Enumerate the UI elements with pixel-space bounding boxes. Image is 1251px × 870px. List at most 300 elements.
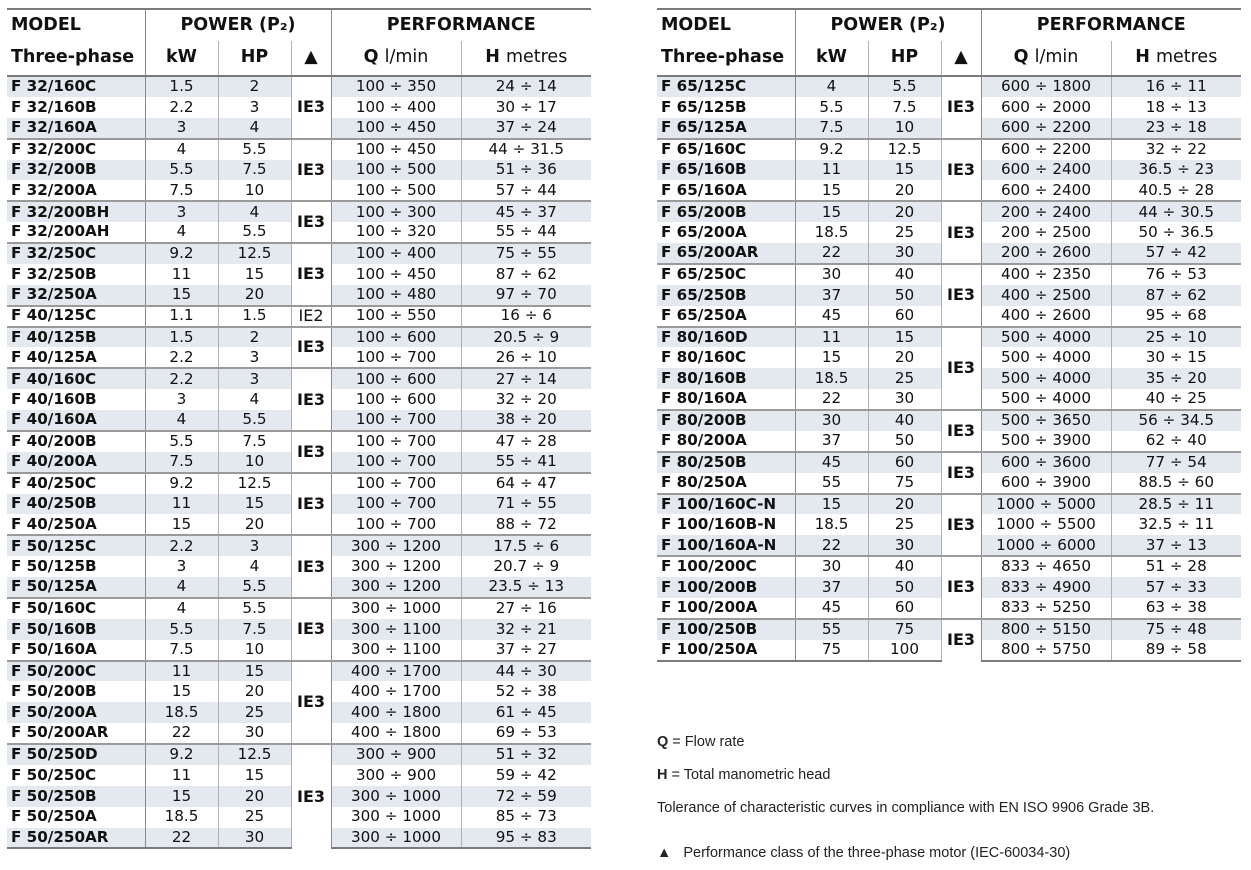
hp-cell: 10 <box>218 640 291 661</box>
ie-class-cell: IE3 <box>291 139 331 202</box>
head-cell: 20.7 ÷ 9 <box>461 556 591 577</box>
head-cell: 47 ÷ 28 <box>461 431 591 452</box>
hp-cell: 50 <box>868 577 941 598</box>
model-cell: F 50/125B <box>11 556 97 575</box>
kw-cell: 22 <box>145 828 218 849</box>
model-cell: F 40/200B <box>7 431 145 452</box>
kw-cell: 1.5 <box>145 76 218 97</box>
hp-cell: 5.5 <box>218 410 291 431</box>
flow-cell: 300 ÷ 1000 <box>331 598 461 619</box>
ie-class-cell: IE3 <box>941 556 981 619</box>
hp-cell: 60 <box>868 598 941 619</box>
flow-cell: 300 ÷ 900 <box>331 744 461 765</box>
hp-cell: 40 <box>868 264 941 285</box>
table-row <box>7 368 591 389</box>
model-cell: F 100/200A <box>661 598 758 617</box>
model-cell: F 100/200B <box>657 577 795 598</box>
model-cell: F 40/250A <box>11 514 97 533</box>
kw-cell: 4 <box>795 76 868 97</box>
head-cell: 55 ÷ 41 <box>461 452 591 473</box>
head-cell: 32.5 ÷ 11 <box>1111 514 1241 535</box>
flow-cell: 100 ÷ 600 <box>331 389 461 410</box>
kw-cell: 18.5 <box>145 702 218 723</box>
head-cell: 45 ÷ 37 <box>461 201 591 222</box>
kw-cell: 37 <box>795 577 868 598</box>
model-cell: F 80/160D <box>657 327 795 348</box>
hp-cell: 30 <box>218 828 291 849</box>
ie-class-cell: IE3 <box>291 368 331 431</box>
table-row <box>7 76 591 97</box>
hp-header: HP <box>868 41 941 76</box>
kw-cell: 4 <box>145 139 218 160</box>
head-cell: 64 ÷ 47 <box>461 473 591 494</box>
model-cell: F 40/160B <box>11 389 97 408</box>
table-row <box>657 410 1241 431</box>
table-row <box>7 744 591 765</box>
head-cell: 75 ÷ 48 <box>1111 619 1241 640</box>
head-cell: 63 ÷ 38 <box>1111 598 1241 619</box>
hp-cell: 30 <box>868 535 941 556</box>
flow-cell: 100 ÷ 600 <box>331 368 461 389</box>
head-cell: 32 ÷ 21 <box>461 619 591 640</box>
hp-cell: 15 <box>868 160 941 181</box>
hp-cell: 15 <box>218 661 291 682</box>
table-row <box>7 306 591 327</box>
flow-cell: 100 ÷ 600 <box>331 327 461 348</box>
hp-cell: 20 <box>868 201 941 222</box>
hp-cell: 12.5 <box>218 243 291 264</box>
head-cell: 26 ÷ 10 <box>461 347 591 368</box>
note-flow-rate: Q = Flow rate <box>657 734 745 750</box>
ie-class-cell: IE3 <box>941 264 981 327</box>
flow-cell: 100 ÷ 700 <box>331 452 461 473</box>
model-cell: F 50/160C <box>7 598 145 619</box>
kw-cell: 2.2 <box>145 368 218 389</box>
flow-cell: 400 ÷ 1700 <box>331 661 461 682</box>
hp-cell: 4 <box>218 389 291 410</box>
kw-cell: 4 <box>145 598 218 619</box>
flow-cell: 800 ÷ 5750 <box>981 640 1111 661</box>
hp-cell: 60 <box>868 452 941 473</box>
model-cell: F 50/250D <box>7 744 145 765</box>
model-cell: F 32/200A <box>11 180 97 199</box>
model-cell: F 32/250A <box>7 285 145 306</box>
head-cell: 52 ÷ 38 <box>461 681 591 702</box>
model-cell: F 32/200BH <box>7 201 145 222</box>
head-cell: 62 ÷ 40 <box>1111 431 1241 452</box>
flow-cell: 400 ÷ 1800 <box>331 723 461 744</box>
kw-cell: 18.5 <box>795 514 868 535</box>
hp-cell: 50 <box>868 431 941 452</box>
head-cell: 87 ÷ 62 <box>1111 285 1241 306</box>
flow-cell: 100 ÷ 450 <box>331 118 461 139</box>
flow-cell: 100 ÷ 700 <box>331 410 461 431</box>
ie-class-cell: IE3 <box>941 452 981 494</box>
ie-class-cell: IE3 <box>941 327 981 411</box>
flow-cell: 833 ÷ 4650 <box>981 556 1111 577</box>
flow-cell: 300 ÷ 1200 <box>331 556 461 577</box>
hp-cell: 2 <box>218 327 291 348</box>
hp-cell: 25 <box>868 222 941 243</box>
model-cell: F 100/250A <box>657 640 795 661</box>
hp-cell: 100 <box>868 640 941 661</box>
head-cell: 27 ÷ 14 <box>461 368 591 389</box>
flow-cell: 100 ÷ 700 <box>331 473 461 494</box>
model-cell: F 80/250B <box>657 452 795 473</box>
model-cell: F 65/200AR <box>657 243 795 264</box>
hp-cell: 40 <box>868 410 941 431</box>
kw-cell: 15 <box>795 201 868 222</box>
ie-class-cell: IE3 <box>941 619 981 661</box>
table-row <box>657 452 1241 473</box>
hp-cell: 7.5 <box>868 97 941 118</box>
phase-header: Three-phase <box>7 41 145 76</box>
model-cell: F 32/200B <box>7 160 145 181</box>
head-cell: 30 ÷ 17 <box>461 97 591 118</box>
head-cell: 50 ÷ 36.5 <box>1111 222 1241 243</box>
kw-cell: 15 <box>145 514 218 535</box>
model-cell: F 80/160B <box>657 368 795 389</box>
note-manometric-head: H = Total manometric head <box>657 767 831 783</box>
hp-cell: 40 <box>868 556 941 577</box>
hp-cell: 25 <box>218 807 291 828</box>
flow-cell: 500 ÷ 3650 <box>981 410 1111 431</box>
flow-cell: 100 ÷ 550 <box>331 306 461 327</box>
table-row <box>657 264 1241 285</box>
flow-cell: 300 ÷ 1100 <box>331 619 461 640</box>
kw-cell: 11 <box>795 327 868 348</box>
hp-cell: 7.5 <box>218 619 291 640</box>
flow-cell: 300 ÷ 900 <box>331 765 461 786</box>
flow-cell: 1000 ÷ 6000 <box>981 535 1111 556</box>
kw-cell: 4 <box>145 410 218 431</box>
head-cell: 76 ÷ 53 <box>1111 264 1241 285</box>
head-cell: 37 ÷ 24 <box>461 118 591 139</box>
model-cell: F 32/250C <box>7 243 145 264</box>
flow-cell: 833 ÷ 5250 <box>981 598 1111 619</box>
hp-cell: 20 <box>868 180 941 201</box>
kw-cell: 9.2 <box>145 243 218 264</box>
model-cell: F 40/160C <box>7 368 145 389</box>
kw-cell: 11 <box>145 765 218 786</box>
performance-table-left <box>7 8 591 849</box>
kw-cell: 22 <box>795 243 868 264</box>
head-cell: 51 ÷ 36 <box>461 160 591 181</box>
power-header: POWER (P₂) <box>795 9 981 41</box>
kw-cell: 30 <box>795 556 868 577</box>
model-cell: F 80/200A <box>661 431 747 450</box>
flow-cell: 1000 ÷ 5500 <box>981 514 1111 535</box>
hp-cell: 5.5 <box>218 222 291 243</box>
hp-cell: 12.5 <box>218 744 291 765</box>
hp-cell: 15 <box>218 765 291 786</box>
model-cell: F 50/250B <box>7 786 145 807</box>
model-cell: F 32/200AH <box>11 222 110 241</box>
hp-cell: 20 <box>218 514 291 535</box>
model-cell: F 65/200B <box>657 201 795 222</box>
table-row <box>657 327 1241 348</box>
model-cell: F 80/160A <box>661 389 747 408</box>
table-row <box>7 243 591 264</box>
head-header: H metres <box>461 41 591 76</box>
head-cell: 44 ÷ 30.5 <box>1111 201 1241 222</box>
hp-cell: 60 <box>868 306 941 327</box>
flow-cell: 100 ÷ 450 <box>331 139 461 160</box>
model-cell: F 50/250A <box>11 807 97 826</box>
performance-table-right <box>657 8 1241 662</box>
kw-cell: 1.1 <box>145 306 218 327</box>
flow-cell: 600 ÷ 2000 <box>981 97 1111 118</box>
model-cell: F 65/250B <box>657 285 795 306</box>
head-cell: 37 ÷ 27 <box>461 640 591 661</box>
model-cell: F 40/200A <box>7 452 145 473</box>
kw-cell: 3 <box>145 556 218 577</box>
kw-cell: 7.5 <box>145 640 218 661</box>
table-row <box>7 201 591 222</box>
model-header: MODEL <box>657 9 795 41</box>
kw-cell: 7.5 <box>795 118 868 139</box>
head-cell: 77 ÷ 54 <box>1111 452 1241 473</box>
flow-cell: 200 ÷ 2500 <box>981 222 1111 243</box>
table-row <box>7 327 591 348</box>
model-cell: F 65/160B <box>657 160 795 181</box>
kw-cell: 15 <box>145 285 218 306</box>
head-cell: 57 ÷ 42 <box>1111 243 1241 264</box>
table-row <box>657 494 1241 515</box>
kw-cell: 11 <box>145 661 218 682</box>
ie-class-cell: IE3 <box>291 327 331 369</box>
ie-class-cell: IE3 <box>291 473 331 536</box>
head-cell: 97 ÷ 70 <box>461 285 591 306</box>
head-cell: 28.5 ÷ 11 <box>1111 494 1241 515</box>
head-cell: 88.5 ÷ 60 <box>1111 473 1241 494</box>
hp-cell: 30 <box>868 389 941 410</box>
head-cell: 57 ÷ 33 <box>1111 577 1241 598</box>
hp-cell: 75 <box>868 473 941 494</box>
hp-cell: 20 <box>868 347 941 368</box>
hp-cell: 7.5 <box>218 431 291 452</box>
hp-cell: 15 <box>218 264 291 285</box>
flow-cell: 100 ÷ 700 <box>331 347 461 368</box>
head-cell: 44 ÷ 31.5 <box>461 139 591 160</box>
model-cell: F 100/160B-N <box>661 515 777 534</box>
flow-cell: 100 ÷ 700 <box>331 494 461 515</box>
flow-cell: 800 ÷ 5150 <box>981 619 1111 640</box>
flow-cell: 500 ÷ 4000 <box>981 368 1111 389</box>
hp-cell: 75 <box>868 619 941 640</box>
kw-cell: 18.5 <box>795 222 868 243</box>
kw-cell: 45 <box>795 598 868 619</box>
kw-cell: 55 <box>795 473 868 494</box>
hp-cell: 3 <box>218 368 291 389</box>
kw-cell: 15 <box>795 180 868 201</box>
ie-class-cell: IE3 <box>941 139 981 202</box>
flow-cell: 200 ÷ 2400 <box>981 201 1111 222</box>
flow-cell: 300 ÷ 1000 <box>331 828 461 849</box>
kw-cell: 55 <box>795 619 868 640</box>
kw-cell: 2.2 <box>145 347 218 368</box>
hp-cell: 25 <box>868 368 941 389</box>
table-row <box>657 619 1241 640</box>
model-cell: F 50/200C <box>7 661 145 682</box>
head-cell: 40 ÷ 25 <box>1111 389 1241 410</box>
table-row <box>657 76 1241 97</box>
head-cell: 57 ÷ 44 <box>461 180 591 201</box>
head-cell: 18 ÷ 13 <box>1111 97 1241 118</box>
ie-class-cell: IE3 <box>291 431 331 473</box>
kw-cell: 9.2 <box>795 139 868 160</box>
table-row <box>7 661 591 682</box>
table-row <box>657 556 1241 577</box>
flow-cell: 600 ÷ 1800 <box>981 76 1111 97</box>
model-cell: F 65/160C <box>657 139 795 160</box>
model-cell: F 40/125A <box>11 347 97 366</box>
model-cell: F 32/250B <box>11 264 97 283</box>
model-cell: F 100/250B <box>657 619 795 640</box>
hp-cell: 5.5 <box>218 139 291 160</box>
ie-class-cell: IE3 <box>291 535 331 598</box>
ie-class-cell: IE3 <box>291 243 331 306</box>
model-cell: F 50/200A <box>7 702 145 723</box>
flow-cell: 400 ÷ 2500 <box>981 285 1111 306</box>
ie-class-header-icon: ▲ <box>941 41 981 76</box>
kw-cell: 75 <box>795 640 868 661</box>
flow-header: Q l/min <box>331 41 461 76</box>
flow-cell: 600 ÷ 2400 <box>981 160 1111 181</box>
head-cell: 44 ÷ 30 <box>461 661 591 682</box>
ie-class-cell: IE2 <box>291 306 331 327</box>
model-cell: F 80/200B <box>657 410 795 431</box>
kw-cell: 22 <box>795 535 868 556</box>
model-cell: F 50/200B <box>11 682 97 701</box>
head-cell: 51 ÷ 32 <box>461 744 591 765</box>
head-cell: 27 ÷ 16 <box>461 598 591 619</box>
kw-cell: 45 <box>795 306 868 327</box>
table-row <box>7 473 591 494</box>
model-cell: F 32/160A <box>7 118 145 139</box>
kw-cell: 15 <box>795 494 868 515</box>
kw-cell: 11 <box>795 160 868 181</box>
ie-class-cell: IE3 <box>941 494 981 557</box>
head-cell: 16 ÷ 11 <box>1111 76 1241 97</box>
table-row <box>657 201 1241 222</box>
model-cell: F 65/125C <box>657 76 795 97</box>
flow-cell: 400 ÷ 1800 <box>331 702 461 723</box>
model-cell: F 65/160A <box>661 180 747 199</box>
flow-cell: 600 ÷ 2200 <box>981 118 1111 139</box>
kw-cell: 30 <box>795 410 868 431</box>
note-tolerance: Tolerance of characteristic curves in compliance with EN ISO 9906 Grade 3B. <box>657 800 1155 816</box>
kw-cell: 22 <box>795 389 868 410</box>
model-cell: F 100/200C <box>657 556 795 577</box>
flow-cell: 100 ÷ 500 <box>331 160 461 181</box>
model-cell: F 40/125B <box>7 327 145 348</box>
head-cell: 24 ÷ 14 <box>461 76 591 97</box>
kw-cell: 5.5 <box>145 431 218 452</box>
kw-cell: 5.5 <box>145 160 218 181</box>
hp-cell: 5.5 <box>218 577 291 598</box>
kw-cell: 5.5 <box>145 619 218 640</box>
model-cell: F 80/250A <box>661 472 747 491</box>
triangle-icon: ▲ <box>657 845 672 861</box>
kw-cell: 4 <box>145 222 218 243</box>
flow-cell: 500 ÷ 4000 <box>981 389 1111 410</box>
kw-cell: 2.2 <box>145 97 218 118</box>
kw-cell: 18.5 <box>795 368 868 389</box>
head-cell: 35 ÷ 20 <box>1111 368 1241 389</box>
model-cell: F 80/160C <box>661 348 747 367</box>
head-cell: 75 ÷ 55 <box>461 243 591 264</box>
head-cell: 85 ÷ 73 <box>461 807 591 828</box>
head-cell: 30 ÷ 15 <box>1111 347 1241 368</box>
model-cell: F 50/125C <box>7 535 145 556</box>
flow-cell: 100 ÷ 350 <box>331 76 461 97</box>
ie-class-header-icon: ▲ <box>291 41 331 76</box>
hp-cell: 30 <box>218 723 291 744</box>
table-row <box>657 139 1241 160</box>
model-cell: F 65/250A <box>661 305 747 324</box>
head-cell: 36.5 ÷ 23 <box>1111 160 1241 181</box>
head-cell: 88 ÷ 72 <box>461 514 591 535</box>
flow-cell: 100 ÷ 700 <box>331 431 461 452</box>
head-cell: 23 ÷ 18 <box>1111 118 1241 139</box>
kw-cell: 7.5 <box>145 180 218 201</box>
kw-cell: 37 <box>795 431 868 452</box>
kw-cell: 3 <box>145 389 218 410</box>
table-row <box>7 431 591 452</box>
table-row <box>7 598 591 619</box>
flow-cell: 100 ÷ 320 <box>331 222 461 243</box>
hp-cell: 20 <box>868 494 941 515</box>
flow-cell: 833 ÷ 4900 <box>981 577 1111 598</box>
flow-cell: 100 ÷ 450 <box>331 264 461 285</box>
head-cell: 89 ÷ 58 <box>1111 640 1241 661</box>
kw-cell: 37 <box>795 285 868 306</box>
hp-cell: 5.5 <box>868 76 941 97</box>
model-cell: F 100/160C-N <box>657 494 795 515</box>
hp-cell: 50 <box>868 285 941 306</box>
flow-cell: 100 ÷ 480 <box>331 285 461 306</box>
kw-cell: 15 <box>145 681 218 702</box>
flow-cell: 200 ÷ 2600 <box>981 243 1111 264</box>
hp-header: HP <box>218 41 291 76</box>
hp-cell: 15 <box>218 494 291 515</box>
hp-cell: 25 <box>868 514 941 535</box>
hp-cell: 3 <box>218 97 291 118</box>
kw-cell: 30 <box>795 264 868 285</box>
model-cell: F 40/125C <box>7 306 145 327</box>
ie-class-cell: IE3 <box>291 661 331 745</box>
ie-class-cell: IE3 <box>941 201 981 264</box>
flow-cell: 300 ÷ 1100 <box>331 640 461 661</box>
ie-class-cell: IE3 <box>291 201 331 243</box>
hp-cell: 10 <box>218 452 291 473</box>
flow-cell: 600 ÷ 2400 <box>981 180 1111 201</box>
head-cell: 69 ÷ 53 <box>461 723 591 744</box>
flow-cell: 100 ÷ 500 <box>331 180 461 201</box>
note-performance-class: ▲ Performance class of the three-phase motor (IEC-60034-30) <box>657 845 1071 861</box>
hp-cell: 4 <box>218 118 291 139</box>
model-cell: F 50/250C <box>11 765 97 784</box>
head-cell: 59 ÷ 42 <box>461 765 591 786</box>
head-cell: 38 ÷ 20 <box>461 410 591 431</box>
hp-cell: 7.5 <box>218 160 291 181</box>
kw-cell: 3 <box>145 201 218 222</box>
head-cell: 16 ÷ 6 <box>461 306 591 327</box>
kw-header: kW <box>795 41 868 76</box>
kw-cell: 1.5 <box>145 327 218 348</box>
kw-cell: 9.2 <box>145 473 218 494</box>
